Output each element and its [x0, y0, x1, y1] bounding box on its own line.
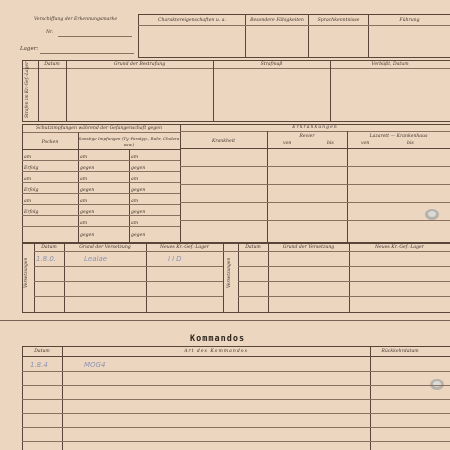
- impf-cell: am: [80, 177, 88, 182]
- vers-row-line: [34, 296, 223, 297]
- vers-entry-datum: 1.8.0.: [36, 255, 57, 263]
- komm-sep2: [370, 346, 371, 450]
- top-box-headerline: [138, 25, 450, 26]
- vers-bottom: [22, 312, 450, 313]
- vers-neues-1: Neues Kr.-Gef.-Lager: [160, 245, 209, 250]
- strafen-grund: Grund der Bestrafung: [113, 62, 166, 67]
- kommandos-title: Kommandos: [190, 334, 246, 344]
- vers-sep-a: [34, 243, 35, 312]
- komm-sep1: [62, 346, 63, 450]
- strafen-sep3: [330, 60, 331, 121]
- komm-headline: [22, 356, 450, 357]
- strafen-sep2: [213, 60, 214, 121]
- vers-side-label-1: Versetzungen: [24, 257, 29, 288]
- vers-sep-b: [64, 243, 65, 312]
- komm-left: [22, 346, 23, 450]
- impf-subhead-line: [22, 149, 180, 150]
- impf-row-line: [22, 171, 180, 172]
- vers-row-line: [238, 296, 450, 297]
- impf-cell: gegen: [80, 166, 95, 171]
- vers-grund-2: Grund der Versetzung: [282, 245, 335, 250]
- vers-sep-d: [268, 243, 269, 312]
- erk-row-line: [180, 220, 450, 221]
- erk-lazarett: Lazarett — Krankenhaus: [369, 134, 428, 139]
- impf-cell: Erfolg: [24, 210, 39, 215]
- komm-entry-datum: 1.8.4: [30, 361, 48, 369]
- erk-laz-von: von: [361, 141, 370, 146]
- impf-cell: gegen: [80, 233, 95, 238]
- label-nr: Nr.: [46, 30, 54, 35]
- impf-cell: am: [80, 199, 88, 204]
- erk-headline: [180, 131, 450, 132]
- erk-krankheit: Krankheit: [211, 139, 236, 144]
- header-sprachkenntnisse: Sprachkenntnisse: [317, 18, 360, 23]
- impf-cell: am: [24, 177, 32, 182]
- vers-left: [22, 243, 23, 312]
- komm-row-line: [22, 413, 450, 414]
- fold-line: [0, 320, 450, 321]
- impf-cell: gegen: [131, 188, 146, 193]
- impf-left: [22, 124, 23, 242]
- punch-hole: [425, 209, 439, 220]
- impf-cell: Erfolg: [24, 188, 39, 193]
- impf-sep2: [129, 149, 130, 242]
- impf-cell: Erfolg: [24, 166, 39, 171]
- impf-cell: am: [131, 177, 139, 182]
- impf-row-line: [22, 193, 180, 194]
- impf-cell: am: [24, 155, 32, 160]
- impf-cell: gegen: [131, 233, 146, 238]
- impf-cell: am: [24, 199, 32, 204]
- strafen-left: [22, 60, 23, 121]
- vers-grund-1: Grund der Versetzung: [79, 245, 131, 250]
- impf-pocken: Pocken: [41, 140, 59, 145]
- impf-cell: am: [131, 221, 139, 226]
- vers-headline: [34, 251, 450, 252]
- vers-sep-e: [349, 243, 350, 312]
- vers-datum-2: Datum: [245, 245, 261, 250]
- erk-revier: Revier: [299, 134, 315, 139]
- impf-headline: [22, 132, 180, 133]
- komm-entry-art: MOG4: [84, 361, 106, 369]
- top-box-bottomline: [138, 57, 450, 58]
- impf-heading: Schutzimpfungen während der Gefangenschaft gegen: [36, 126, 162, 131]
- komm-datum: Datum: [34, 349, 50, 354]
- erk-revier-bis: bis: [327, 141, 334, 146]
- vers-neues-2: Neues Kr.-Gef.-Lager: [375, 245, 424, 250]
- impf-row-line: [22, 204, 180, 205]
- komm-top: [22, 346, 450, 347]
- strafen-strafmass: Strafmaß: [260, 62, 283, 67]
- komm-row-line: [22, 441, 450, 442]
- strafen-side-label: Strafen im Kr.-Gef.-Lager: [25, 61, 30, 118]
- erkrankungen-heading: Erkrankungen: [292, 125, 338, 130]
- komm-row-line: [22, 399, 450, 400]
- header-fuehrung: Führung: [399, 18, 420, 23]
- header-faehigkeiten: Besondere Fähigkeiten: [250, 18, 304, 23]
- vers-sep-c: [146, 243, 147, 312]
- impf-cell: am: [80, 221, 88, 226]
- impf-cell: gegen: [80, 188, 95, 193]
- strafen-bottom: [22, 121, 450, 122]
- vers-row-line: [238, 281, 450, 282]
- impf-sonstige: Sonstige Impfungen (Ty.-Paratyp., Ruhr, Cholera usw.): [78, 136, 180, 147]
- erk-row-line: [180, 166, 450, 167]
- strafen-sep0: [38, 60, 39, 121]
- erk-laz-bis: bis: [407, 141, 414, 146]
- vers-row-line: [34, 281, 223, 282]
- vers-datum-1: Datum: [41, 245, 57, 250]
- impf-cell: gegen: [131, 166, 146, 171]
- impf-cell: am: [131, 199, 139, 204]
- erk-revier-von: von: [283, 141, 292, 146]
- vers-entry-neues: IID: [168, 255, 184, 263]
- top-box-topline: [138, 14, 450, 15]
- erk-subhead-line: [180, 148, 450, 149]
- nr-line: [58, 36, 132, 37]
- komm-row-line: [22, 427, 450, 428]
- strafen-header-line: [22, 68, 450, 69]
- erk-row-line: [180, 202, 450, 203]
- vers-entry-grund: Lealae: [84, 255, 108, 263]
- impf-row-line: [22, 226, 180, 227]
- vers-row-line: [238, 266, 450, 267]
- impf-row-line: [22, 160, 180, 161]
- erk-row-line: [180, 184, 450, 185]
- impf-cell: gegen: [80, 210, 95, 215]
- vers-top: [22, 243, 450, 244]
- impf-cell: am: [131, 155, 139, 160]
- strafen-verbuesst: Verbüßt, Datum: [371, 62, 409, 67]
- impf-row-line: [22, 182, 180, 183]
- lager-line: [40, 53, 134, 54]
- strafen-datum: Datum: [44, 62, 60, 67]
- komm-row-line: [22, 371, 450, 372]
- impf-cell: am: [80, 155, 88, 160]
- strafen-sep1: [66, 60, 67, 121]
- impf-cell: gegen: [131, 210, 146, 215]
- strafen-top: [22, 60, 450, 61]
- komm-row-line: [22, 385, 450, 386]
- vers-row-line: [34, 266, 223, 267]
- komm-rueckkehr: Rückkehrdatum: [381, 349, 419, 354]
- header-charakter: Charaktereigenschaften u. a.: [158, 18, 226, 23]
- label-lager: Lager:: [20, 46, 39, 52]
- impf-row-line: [22, 215, 180, 216]
- vers-side-label-2: Versetzungen: [227, 257, 232, 288]
- label-verschiffung: Verschiffung der Erkennungsmarke: [34, 17, 118, 22]
- komm-art: Art des Kommandos: [184, 349, 248, 354]
- vers-mid1: [223, 243, 224, 312]
- vers-mid2: [238, 243, 239, 312]
